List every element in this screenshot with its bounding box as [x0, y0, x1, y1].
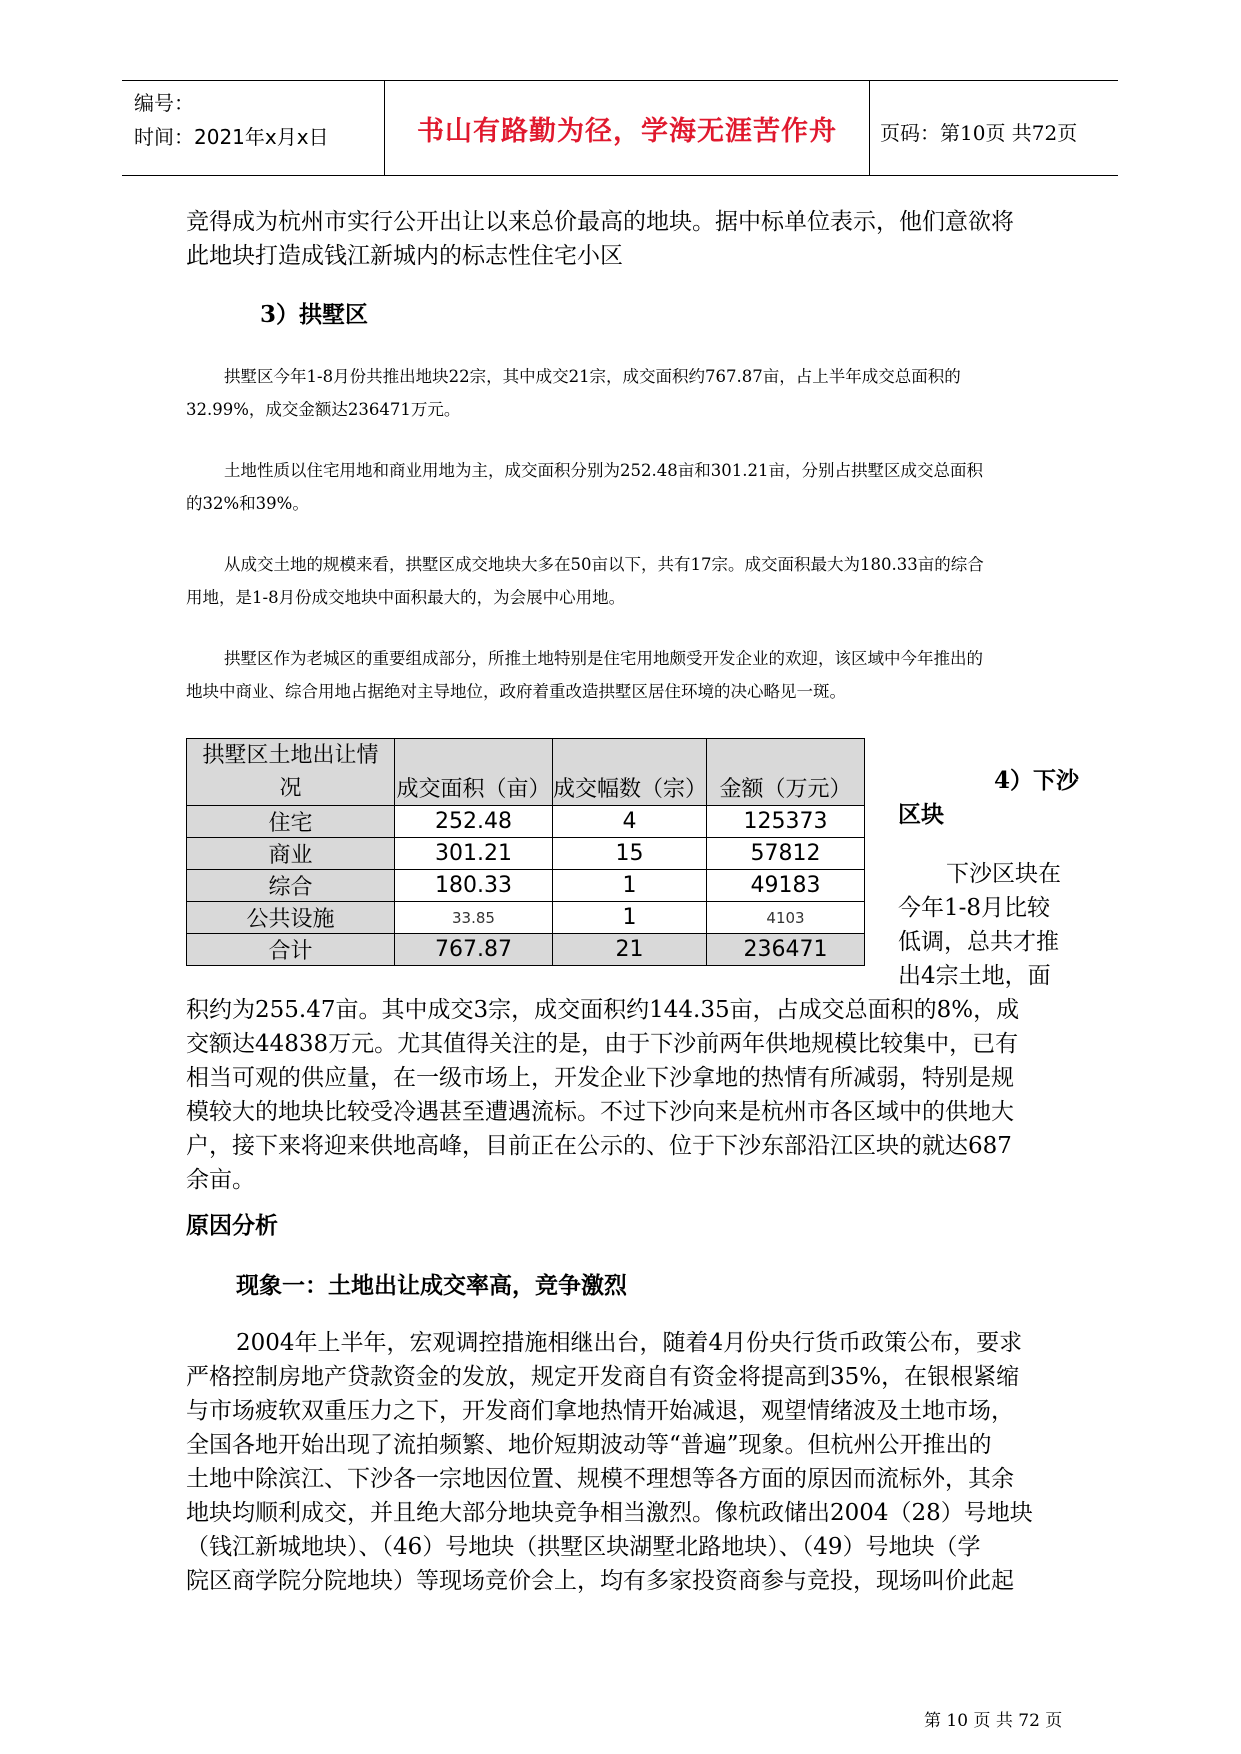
phenomenon-title: 现象一：土地出让成交率高，竞争激烈: [236, 1272, 627, 1299]
footer-page-number: 第 10 页 共 72 页: [924, 1711, 1063, 1731]
document-time-label: 时间：2021年x月x日: [134, 125, 329, 149]
gongshu-land-table: [186, 738, 865, 966]
cell-area: 180.33: [395, 870, 553, 902]
row-label: 住宅: [187, 806, 395, 838]
intro-line: 竞得成为杭州市实行公开出让以来总价最高的地块。据中标单位表示，他们意欲将: [186, 209, 1014, 235]
cell-area: 252.48: [395, 806, 553, 838]
paragraph-line: 32.99%，成交金额达236471万元。: [186, 400, 461, 419]
header-page-cell: [870, 81, 1118, 175]
total-amount: 236471: [707, 934, 865, 966]
row-label: 公共设施: [187, 902, 395, 934]
table-row: [187, 806, 865, 838]
paragraph-line: 拱墅区今年1-8月份共推出地块22宗，其中成交21宗，成交面积约767.87亩，占上半年成交总面积的: [224, 367, 961, 386]
paragraph-line: 地块中商业、综合用地占据绝对主导地位，政府着重改造拱墅区居住环境的决心略见一斑。: [186, 682, 846, 701]
cell-count: 4: [553, 806, 707, 838]
paragraph-line: 交额达44838万元。尤其值得关注的是，由于下沙前两年供地规模比较集中，已有: [186, 1031, 1019, 1057]
paragraph-line: 院区商学院分院地块）等现场竞价会上，均有多家投资商参与竞投，现场叫价此起: [186, 1568, 1014, 1594]
header-motto: 书山有路勤为径，学海无涯苦作舟: [417, 116, 837, 147]
column-header-amount: 金额（万元）: [707, 739, 865, 806]
section-title-xiasha: 4）下沙: [994, 767, 1080, 794]
intro-line: 此地块打造成钱江新城内的标志性住宅小区: [186, 243, 623, 269]
cell-amount: 125373: [707, 806, 865, 838]
paragraph-line: 地块均顺利成交，并且绝大部分地块竞争相当激烈。像杭政储出2004（28）号地块: [186, 1500, 1033, 1526]
paragraph-line: 全国各地开始出现了流拍频繁、地价短期波动等“普遍”现象。但杭州公开推出的: [186, 1432, 992, 1458]
row-label: 商业: [187, 838, 395, 870]
side-text-line: 今年1-8月比较: [898, 895, 1051, 921]
page-header: [122, 80, 1118, 176]
paragraph-line: 户，接下来将迎来供地高峰，目前正在公示的、位于下沙东部沿江区块的就达687: [186, 1133, 1012, 1159]
header-motto-cell: [384, 81, 870, 175]
analysis-title: 原因分析: [186, 1212, 278, 1239]
paragraph-line: 从成交土地的规模来看，拱墅区成交地块大多在50亩以下，共有17宗。成交面积最大为180.33亩的综合: [224, 555, 984, 574]
paragraph-line: 模较大的地块比较受冷遇甚至遭遇流标。不过下沙向来是杭州市各区域中的供地大: [186, 1099, 1014, 1125]
cell-count: 15: [553, 838, 707, 870]
section-title-xiasha-cont: 区块: [898, 801, 944, 828]
table-total-row: [187, 934, 865, 966]
paragraph-line: 拱墅区作为老城区的重要组成部分，所推土地特别是住宅用地颇受开发企业的欢迎，该区域中今年推出的: [224, 649, 983, 668]
table-header-title-line: 拱墅区土地出让情: [202, 743, 379, 768]
header-left-cell: [122, 81, 384, 175]
side-text-line: 出4宗土地，面: [898, 963, 1051, 989]
paragraph-line: 相当可观的供应量，在一级市场上，开发企业下沙拿地的热情有所减弱，特别是规: [186, 1065, 1014, 1091]
paragraph-line: 2004年上半年，宏观调控措施相继出台，随着4月份央行货币政策公布，要求: [236, 1330, 1023, 1356]
paragraph-line: 土地性质以住宅用地和商业用地为主，成交面积分别为252.48亩和301.21亩，分别占拱墅区成交总面积: [224, 461, 983, 480]
cell-amount: 49183: [707, 870, 865, 902]
column-header-count: 成交幅数（宗）: [553, 739, 707, 806]
cell-area: 33.85: [395, 902, 553, 934]
column-header-area: 成交面积（亩）: [395, 739, 553, 806]
total-area: 767.87: [395, 934, 553, 966]
row-label: 综合: [187, 870, 395, 902]
table-header-title-line: 况: [279, 776, 302, 801]
table-header-row: [187, 739, 865, 806]
header-page-info: 页码：第10页 共72页: [880, 121, 1078, 145]
paragraph-line: 土地中除滨江、下沙各一宗地因位置、规模不理想等各方面的原因而流标外，其余: [186, 1466, 1014, 1492]
table-row: [187, 838, 865, 870]
table-header-title: [187, 739, 395, 806]
cell-amount: 4103: [707, 902, 865, 934]
side-text-line: 低调，总共才推: [898, 929, 1059, 955]
total-count: 21: [553, 934, 707, 966]
total-label: 合计: [187, 934, 395, 966]
paragraph-line: 严格控制房地产贷款资金的发放，规定开发商自有资金将提高到35%，在银根紧缩: [186, 1364, 1020, 1390]
paragraph-line: 与市场疲软双重压力之下，开发商们拿地热情开始减退，观望情绪波及土地市场，: [186, 1398, 1014, 1424]
cell-count: 1: [553, 902, 707, 934]
paragraph-line: 积约为255.47亩。其中成交3宗，成交面积约144.35亩，占成交总面积的8%，成: [186, 997, 1020, 1023]
paragraph-line: 的32%和39%。: [186, 494, 309, 513]
paragraph-line: 余亩。: [186, 1167, 255, 1193]
cell-area: 301.21: [395, 838, 553, 870]
document-number-label: 编号：: [134, 91, 194, 115]
side-text-line: 下沙区块在: [946, 861, 1061, 887]
table-row: [187, 870, 865, 902]
paragraph-line: 用地，是1-8月份成交地块中面积最大的，为会展中心用地。: [186, 588, 626, 607]
table-row: [187, 902, 865, 934]
paragraph-line: （钱江新城地块）、（46）号地块（拱墅区块湖墅北路地块）、（49）号地块（学: [186, 1534, 981, 1560]
section-title-gongshu: 3）拱墅区: [260, 301, 369, 328]
cell-count: 1: [553, 870, 707, 902]
cell-amount: 57812: [707, 838, 865, 870]
